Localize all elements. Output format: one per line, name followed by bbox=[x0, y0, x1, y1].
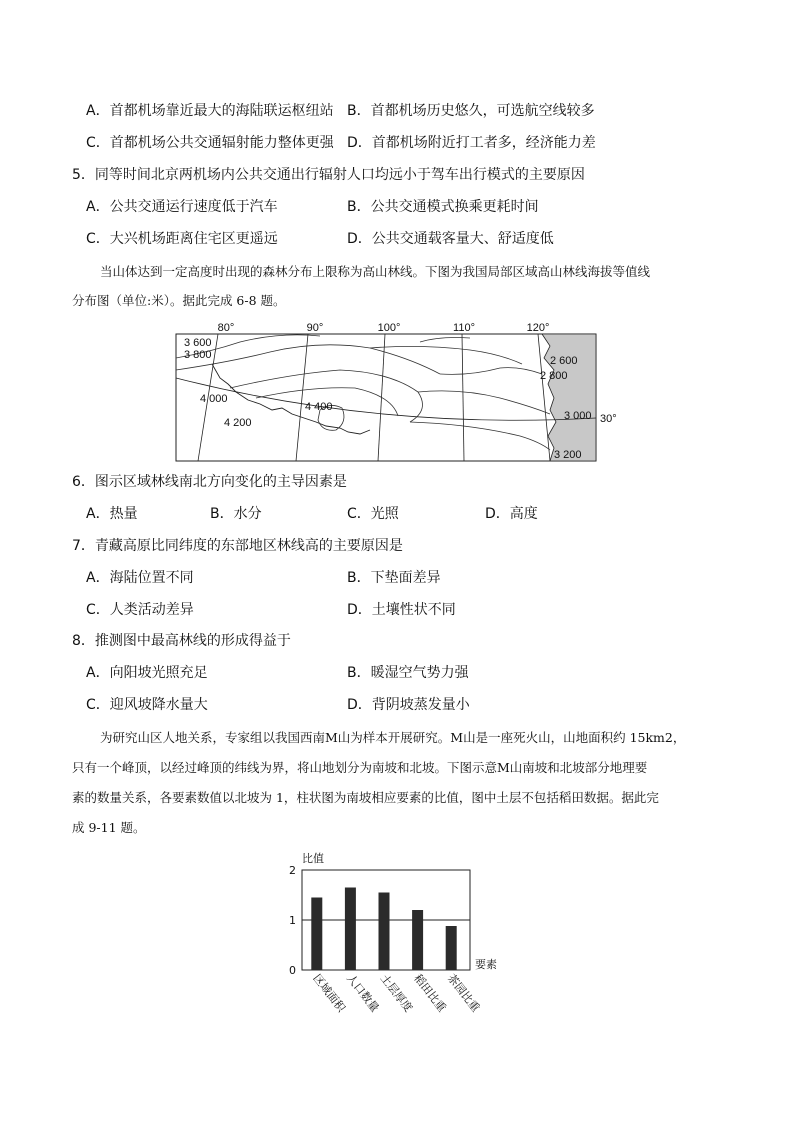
q4-option-a: A．首都机场靠近最大的海陆联运枢纽站 bbox=[86, 103, 334, 119]
y-tick-label-1: 1 bbox=[289, 914, 296, 927]
q6-option-a: A．热量 bbox=[86, 506, 138, 522]
treeline-contour-map bbox=[170, 318, 622, 464]
q6-option-c: C．光照 bbox=[347, 506, 399, 522]
passage2-line2: 只有一个峰顶，以经过峰顶的纬线为界，将山地划分为南坡和北坡。下图示意M山南坡和北坡部分地理要 bbox=[72, 760, 648, 775]
q8-option-a: A．向阳坡光照充足 bbox=[86, 665, 208, 681]
q6-stem: 6．图示区域林线南北方向变化的主导因素是 bbox=[72, 474, 347, 490]
y-tick-label-0: 0 bbox=[289, 964, 296, 977]
longitude-label-120: 120° bbox=[526, 322, 550, 334]
q8-option-b: B．暖湿空气势力强 bbox=[347, 665, 469, 681]
x-axis-title: 要素 bbox=[475, 958, 497, 971]
q5-option-c: C．大兴机场距离住宅区更遥远 bbox=[86, 231, 278, 247]
q6-option-d: D．高度 bbox=[485, 506, 538, 522]
contour-label-3000: 3 000 bbox=[564, 410, 592, 422]
y-tick-label-2: 2 bbox=[289, 864, 296, 877]
x-category-label-3: 土层厚度 bbox=[377, 971, 415, 1015]
passage2-line3: 素的数量关系，各要素数值以北坡为 1，柱状图为南坡相应要素的比值，图中土层不包括稻田数据。据此完 bbox=[72, 790, 659, 805]
q6-option-b: B．水分 bbox=[210, 506, 262, 522]
q7-option-b: B．下垫面差异 bbox=[347, 570, 441, 586]
longitude-label-80: 80° bbox=[217, 322, 235, 334]
q5-option-b: B．公共交通模式换乘更耗时间 bbox=[347, 199, 539, 215]
q8-option-c: C．迎风坡降水量大 bbox=[86, 697, 208, 713]
x-category-label-2: 人口数量 bbox=[344, 971, 382, 1015]
bar-5 bbox=[446, 926, 457, 970]
contour-label-4200: 4 200 bbox=[224, 417, 252, 429]
passage1-line1: 当山体达到一定高度时出现的森林分布上限称为高山林线。下图为我国局部区域高山林线海拔等值线 bbox=[100, 264, 651, 279]
slope-ratio-bar-chart bbox=[280, 846, 510, 1016]
q8-stem: 8．推测图中最高林线的形成得益于 bbox=[72, 633, 291, 649]
q5-option-a: A．公共交通运行速度低于汽车 bbox=[86, 199, 278, 215]
contour-label-3200: 3 200 bbox=[554, 449, 582, 461]
bar-1 bbox=[311, 898, 322, 971]
x-category-label-4: 稻田比重 bbox=[411, 971, 449, 1015]
q5-stem: 5．同等时间北京两机场内公共交通出行辐射人口均远小于驾车出行模式的主要原因 bbox=[72, 167, 585, 183]
contour-label-2800: 2 800 bbox=[540, 370, 568, 382]
contour-label-3800: 3 800 bbox=[184, 349, 212, 361]
longitude-label-90: 90° bbox=[306, 322, 324, 334]
y-axis-title: 比值 bbox=[302, 852, 324, 865]
contour-label-3600: 3 600 bbox=[184, 337, 212, 349]
q5-option-d: D．公共交通载客量大、舒适度低 bbox=[347, 231, 554, 247]
q7-option-c: C．人类活动差异 bbox=[86, 602, 194, 618]
longitude-label-110: 110° bbox=[453, 322, 475, 334]
bar-4 bbox=[412, 910, 423, 970]
x-category-label-1: 区域面积 bbox=[310, 971, 348, 1015]
q4-option-d: D．首都机场附近打工者多，经济能力差 bbox=[347, 135, 596, 151]
passage2-line4: 成 9-11 题。 bbox=[72, 820, 146, 835]
x-category-label-5: 茶园比重 bbox=[444, 971, 483, 1015]
q8-option-d: D．背阴坡蒸发量小 bbox=[347, 697, 470, 713]
contour-label-2600: 2 600 bbox=[550, 355, 578, 367]
contour-label-4400: 4 400 bbox=[305, 401, 333, 413]
passage1-line2: 分布图（单位:米）。据此完成 6-8 题。 bbox=[72, 293, 286, 308]
q7-option-d: D．土壤性状不同 bbox=[347, 602, 456, 618]
q4-option-c: C．首都机场公共交通辐射能力整体更强 bbox=[86, 135, 334, 151]
q7-option-a: A．海陆位置不同 bbox=[86, 570, 194, 586]
latitude-label-30: 30° bbox=[600, 413, 617, 425]
map-frame bbox=[176, 334, 596, 461]
q7-stem: 7．青藏高原比同纬度的东部地区林线高的主要原因是 bbox=[72, 538, 403, 554]
longitude-label-100: 100° bbox=[377, 322, 401, 334]
passage2-line1: 为研究山区人地关系，专家组以我国西南M山为样本开展研究。M山是一座死火山，山地面积约 15km2， bbox=[100, 730, 686, 745]
bar-3 bbox=[379, 893, 390, 971]
contour-label-4000: 4 000 bbox=[200, 393, 228, 405]
bar-2 bbox=[345, 888, 356, 971]
q4-option-b: B．首都机场历史悠久，可选航空线较多 bbox=[347, 103, 595, 119]
